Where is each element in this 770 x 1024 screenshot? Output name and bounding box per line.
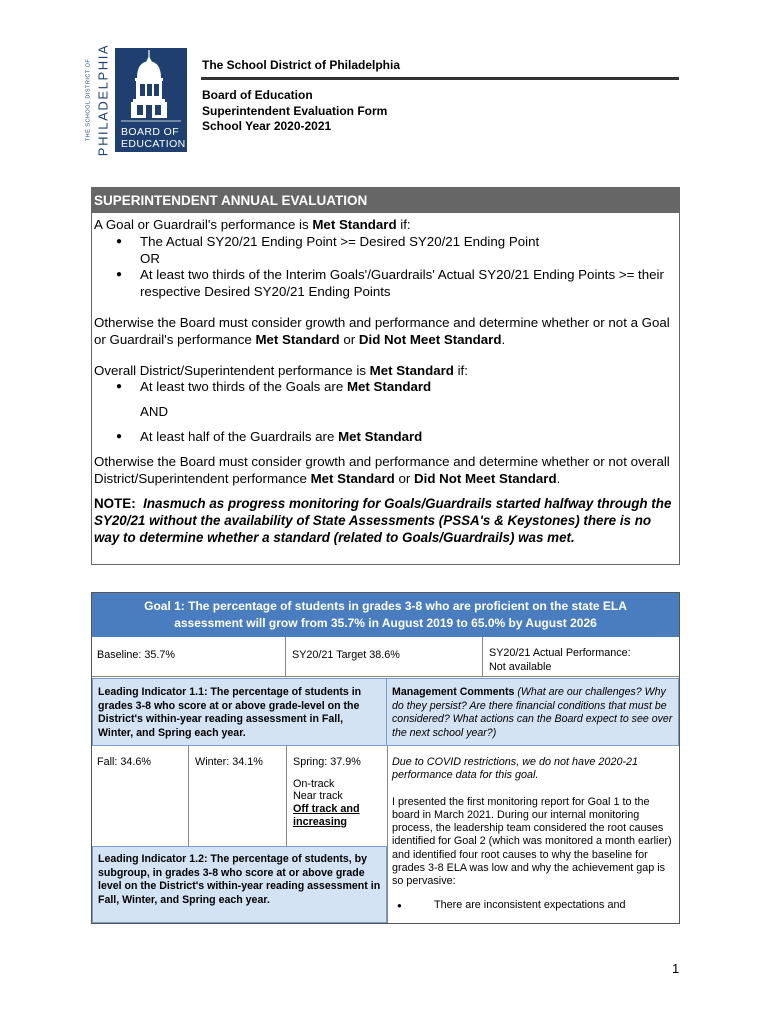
overall-rule-list-2: [94, 429, 675, 446]
status-list: [293, 778, 381, 829]
list-item: ● At least two thirds of the Interim Goals'/Guardrails' Actual SY20/21 Ending Points >= their respective Desired SY20/21 Ending Points: [116, 267, 675, 301]
goal-1-table: [91, 592, 680, 924]
monitoring-paragraph: I presented the first monitoring report for Goal 1 to the board in March 2021. During our internal monitoring process, the leadership team considered the root causes identified for Goal 2 (which was monitored a month earlier) and identified four root causes to why the baseline for grades 3-8 ELA was low and why the achievement gap is so pervasive:: [392, 795, 672, 888]
goal-rule-intro-text: A Goal or Guardrail's performance is: [94, 217, 313, 232]
goal-rule-list-2: [94, 267, 675, 301]
otherwise-overall-text: Otherwise the Board must consider growth and performance and determine whether or not overall District/Superintendent performance: [94, 453, 670, 486]
actual-performance-cell: [489, 647, 631, 674]
otherwise-overall-met: Met Standard: [310, 470, 395, 486]
logo-board-of: BOARD OF: [121, 126, 180, 138]
overall-rule-suffix: if:: [453, 362, 468, 378]
goal-rule-or: OR: [140, 250, 160, 266]
otherwise-goal-period: .: [501, 331, 506, 347]
leading-indicator-1-1: Leading Indicator 1.1: The percentage of students in grades 3-8 who score at or above grade-level on the District's within-year reading assessment in Fall, Winter, and Spring each year.: [92, 678, 387, 746]
actual-performance-value: Not available: [489, 660, 552, 673]
spring-value: Spring: 37.9%: [293, 756, 361, 768]
overall-rule-met: Met Standard: [369, 362, 454, 378]
overall-bullet1-text: At least two thirds of the Goals are: [140, 379, 347, 395]
otherwise-overall-paragraph: [94, 454, 675, 488]
page-number: 1: [672, 961, 680, 976]
leading-indicator-1-2: Leading Indicator 1.2: The percentage of students, by subgroup, in grades 3-8 who score at or above grade level on the District's within-year reading assessment in Fall, Winter, and Spring each year.: [92, 846, 387, 923]
list-item: [116, 379, 675, 396]
goal-1-header-line2: assessment will grow from 35.7% in August 2019 to 65.0% by August 2026: [174, 616, 597, 630]
otherwise-goal-not-met: Did Not Meet Standard: [358, 331, 502, 347]
table-divider: [188, 746, 189, 846]
management-comments-label: Management Comments: [392, 686, 515, 698]
covid-note: Due to COVID restrictions, we do not have 2020-21 performance data for this goal.: [392, 756, 639, 782]
goal-rule-intro-suffix: if:: [396, 217, 411, 232]
management-comments-prompt: (What are our challenges? Why do they persist? Are there financial conditions that must be considered? What actions can the Board expect to see over the next school year?): [392, 686, 673, 739]
overall-bullet2-text: At least half of the Guardrails are: [140, 428, 339, 444]
overall-rule-list: [94, 379, 675, 396]
target-cell: SY20/21 Target 38.6%: [292, 649, 400, 661]
actual-performance-label: SY20/21 Actual Performance:: [489, 647, 631, 659]
spring-cell: [293, 756, 381, 829]
header-divider: [201, 77, 679, 80]
otherwise-goal-paragraph: [94, 315, 675, 349]
evaluation-section: [91, 187, 680, 565]
status-on-track: On-track: [293, 777, 335, 790]
winter-value: Winter: 34.1%: [195, 756, 263, 768]
goal-rule-list: [94, 234, 675, 251]
status-off-track: Off track and increasing: [293, 803, 360, 828]
list-item: [116, 429, 675, 446]
goal-1-header-line1: Goal 1: The percentage of students in grades 3-8 who are proficient on the state ELA: [144, 599, 627, 613]
baseline-cell: Baseline: 35.7%: [97, 649, 176, 661]
form-title: Superintendent Evaluation Form: [202, 103, 388, 118]
otherwise-goal-met: Met Standard: [255, 331, 340, 347]
evaluation-body: [92, 213, 679, 546]
otherwise-goal-or: or: [339, 331, 359, 347]
form-heading: [202, 88, 387, 135]
goal-1-header: [92, 593, 679, 637]
goal-rule-met-standard: Met Standard: [312, 217, 397, 232]
table-divider: [482, 637, 483, 676]
goal-rule-intro: [94, 217, 675, 234]
board-logo: [115, 48, 187, 152]
overall-bullet2-met: Met Standard: [338, 428, 423, 444]
school-year: School Year 2020-2021: [202, 119, 332, 133]
overall-rule-text: Overall District/Superintendent performance is: [94, 362, 370, 378]
organization-name: The School District of Philadelphia: [202, 58, 401, 72]
note-label: NOTE:: [94, 496, 136, 512]
table-divider: [387, 746, 388, 923]
status-near-track: Near track: [293, 790, 343, 803]
board-heading: Board of Education: [202, 88, 313, 102]
fall-value: Fall: 34.6%: [97, 756, 152, 768]
overall-rule-intro: [94, 363, 675, 380]
table-divider: [285, 637, 286, 676]
logo-philadelphia-label: PHILADELPHIA: [95, 43, 111, 157]
overall-rule-and: AND: [140, 404, 169, 420]
otherwise-overall-period: .: [556, 470, 561, 486]
otherwise-overall-not-met: Did Not Meet Standard: [414, 470, 557, 486]
logo-vertical-text: [82, 43, 112, 157]
otherwise-goal-text: Otherwise the Board must consider growth and performance and determine whether or not a Goal or Guardrail's performance: [94, 314, 670, 347]
evaluation-note: [94, 495, 675, 546]
list-item: ● There are inconsistent expectations and: [392, 899, 676, 912]
management-comments-body: [392, 756, 676, 912]
evaluation-title: SUPERINTENDENT ANNUAL EVALUATION: [92, 188, 679, 213]
note-text: Inasmuch as progress monitoring for Goals/Guardrails started halfway through the SY20/21 without the availability of State Assessments (PSSA's & Keystones) there is no way to determine whether a standard (related to Goals/Guardrails) was met.: [94, 496, 672, 546]
overall-bullet1-met: Met Standard: [346, 379, 432, 395]
table-divider: [92, 676, 679, 677]
logo-district-label: THE SCHOOL DISTRICT OF: [85, 58, 92, 142]
logo-education: EDUCATION: [121, 138, 186, 150]
table-divider: [286, 746, 287, 846]
otherwise-overall-or: or: [394, 470, 415, 486]
list-item: ● The Actual SY20/21 Ending Point >= Desired SY20/21 Ending Point: [116, 234, 675, 251]
management-comments-header: [387, 678, 679, 746]
